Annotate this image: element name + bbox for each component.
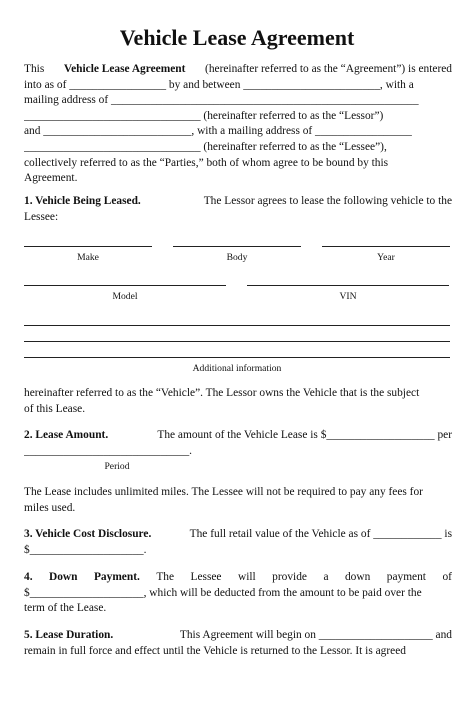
section-4-word: Lessee (190, 571, 222, 583)
miles-paragraph (24, 485, 452, 516)
intro-paragraph (24, 62, 452, 187)
section-1-paragraph (24, 194, 452, 225)
section-5-line-1 (24, 628, 452, 644)
section-4-word: payment (386, 571, 426, 583)
lessor-reference-line[interactable]: _______________________________ (hereinafter referred to as the “Lessor”) (24, 109, 384, 122)
section-5-heading: 5. Lease Duration. (24, 629, 114, 641)
additional-info-line-2[interactable] (24, 341, 450, 342)
lessee-reference-line[interactable]: _______________________________ (hereinafter referred to as the “Lessee”), (24, 140, 387, 153)
section-2-line-1 (24, 428, 452, 444)
section-2-paragraph (24, 428, 452, 459)
lease-start-date-field[interactable]: This Agreement will begin on ____________________ and (179, 629, 452, 641)
section-3-heading: 3. Vehicle Cost Disclosure. (24, 528, 152, 540)
down-payment-field[interactable]: $____________________, which will be deducted from the amount to be paid over the (24, 586, 422, 599)
agreement-line: Agreement. (24, 172, 78, 185)
section-1-text-cont: Lessee: (24, 210, 59, 223)
model-caption: Model (112, 291, 138, 302)
miles-text-cont: miles used. (24, 501, 76, 514)
lease-amount-field[interactable]: The amount of the Vehicle Lease is $___________________ per (157, 429, 452, 441)
section-4-word: a (323, 571, 329, 583)
intro-agreement-name: Vehicle Lease Agreement (63, 63, 186, 75)
miles-text: The Lease includes unlimited miles. The Lessee will not be required to pay any fees for (24, 486, 423, 498)
section-4-line-1 (24, 570, 452, 586)
section-4-word: will (237, 571, 256, 583)
section-4-word: The (156, 571, 175, 583)
vin-caption: VIN (339, 291, 357, 302)
intro-text: (hereinafter referred to as the “Agreement”) is entered (205, 63, 452, 75)
period-caption: Period (104, 461, 130, 472)
section-3-line-1 (24, 527, 452, 543)
intro-date-and-lessor-line[interactable]: into as of _________________ by and between ________________________, with a (24, 78, 414, 91)
vin-field[interactable] (247, 285, 449, 286)
intro-line-1 (24, 62, 452, 78)
retail-value-field[interactable]: $____________________. (24, 543, 147, 556)
body-field[interactable] (173, 246, 301, 247)
additional-info-caption: Additional information (192, 363, 282, 374)
section-4-word: of (442, 571, 452, 583)
additional-info-line-3[interactable] (24, 357, 450, 358)
section-4-heading-word: Down (49, 571, 78, 583)
intro-text: This (24, 63, 45, 75)
vehicle-definition-text: hereinafter referred to as the “Vehicle”. The Lessor owns the Vehicle that is the subject (24, 387, 420, 399)
make-field[interactable] (24, 246, 152, 247)
lessee-name-address-line[interactable]: and __________________________, with a mailing address of _________________ (24, 125, 412, 138)
year-field[interactable] (322, 246, 450, 247)
vehicle-definition-paragraph (24, 386, 452, 417)
document-title: Vehicle Lease Agreement (119, 25, 355, 50)
section-4-heading-word: Payment. (93, 571, 140, 583)
body-caption: Body (226, 252, 248, 263)
section-4-paragraph (24, 570, 452, 617)
make-caption: Make (77, 252, 99, 263)
section-2-heading: 2. Lease Amount. (24, 429, 109, 441)
section-4-word: provide (272, 571, 307, 583)
section-1-line-1 (24, 194, 452, 210)
vehicle-definition-text-cont: of this Lease. (24, 402, 86, 415)
section-4-word: down (344, 571, 371, 583)
section-5-text-cont: remain in full force and effect until the Vehicle is returned to the Lessor. It is agreed (24, 644, 406, 657)
year-caption: Year (377, 252, 395, 263)
parties-line: collectively referred to as the “Parties,” both of whom agree to be bound by this (24, 156, 389, 169)
retail-value-date-field[interactable]: The full retail value of the Vehicle as of ____________ is (189, 528, 452, 540)
model-field[interactable] (24, 285, 226, 286)
section-5-paragraph (24, 628, 452, 659)
lessor-mailing-address-line[interactable]: mailing address of ______________________________________________________ (24, 94, 419, 107)
lease-period-field[interactable]: _____________________________. (24, 444, 193, 457)
section-1-text: The Lessor agrees to lease the following vehicle to the (203, 195, 452, 207)
section-1-heading: 1. Vehicle Being Leased. (24, 195, 141, 207)
section-4-text-cont: term of the Lease. (24, 602, 107, 615)
section-4-heading-number: 4. (24, 571, 33, 583)
additional-info-line-1[interactable] (24, 325, 450, 326)
section-3-paragraph (24, 527, 452, 558)
